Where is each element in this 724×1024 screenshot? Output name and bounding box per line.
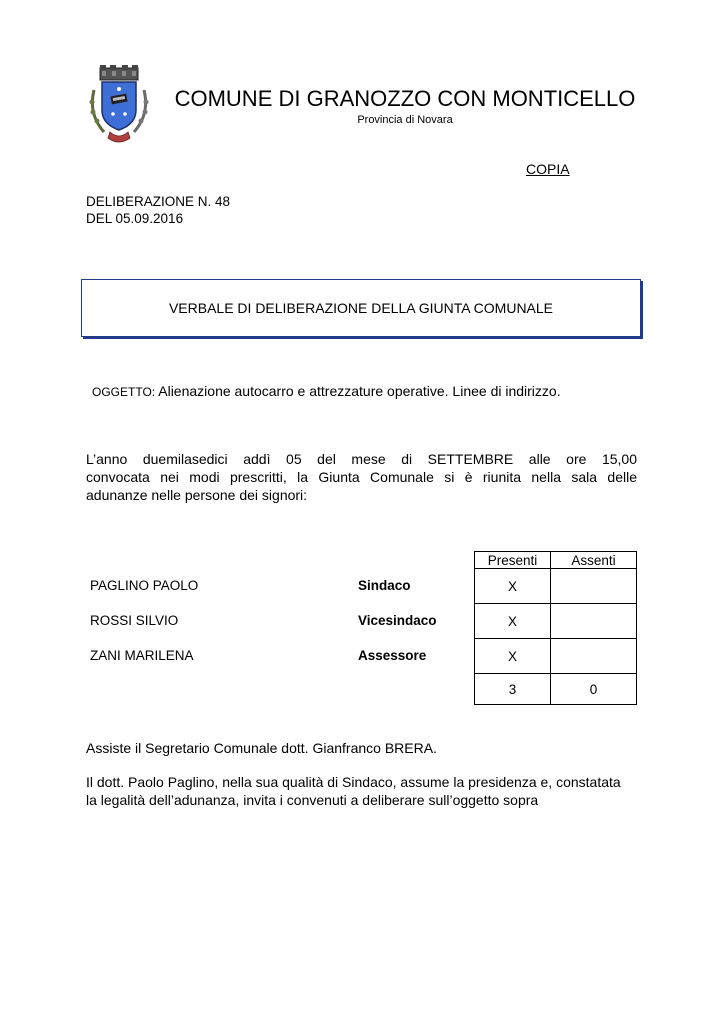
intro-paragraph — [86, 450, 637, 504]
member-role: Assessore — [358, 648, 427, 663]
absent-cell — [551, 639, 637, 674]
presidenza-line: la legalità dell’adunanza, invita i convenuti a deliberare sull’oggetto sopra — [86, 792, 539, 808]
deliberation-number: DELIBERAZIONE N. 48 — [86, 194, 231, 209]
oggetto-label: OGGETTO: — [92, 385, 156, 399]
totals-row — [475, 674, 637, 705]
member-name: PAGLINO PAOLO — [90, 578, 199, 593]
coat-of-arms-icon — [84, 62, 154, 146]
oggetto-text: Alienazione autocarro e attrezzature operative. Linee di indirizzo. — [158, 383, 561, 399]
verbale-title-box — [81, 279, 641, 337]
total-present: 3 — [475, 674, 551, 705]
intro-line: L’anno duemilasedici addì 05 del mese di SETTEMBRE alle ore 15,00 — [86, 451, 637, 467]
table-row — [475, 639, 637, 674]
segretario-statement: Assiste il Segretario Comunale dott. Gianfranco BRERA. — [86, 740, 437, 756]
deliberation-date: DEL 05.09.2016 — [86, 211, 184, 226]
absent-cell — [551, 604, 637, 639]
intro-line: adunanze nelle persone dei signori: — [86, 487, 308, 503]
table-header-row — [475, 552, 637, 569]
oggetto-line — [92, 383, 561, 399]
intro-line: convocata nei modi prescritti, la Giunta Comunale si è riunita nella sala delle — [86, 469, 637, 485]
member-role: Sindaco — [358, 578, 411, 593]
absent-cell — [551, 569, 637, 604]
province-subtitle: Provincia di Novara — [357, 114, 453, 126]
presidenza-line: Il dott. Paolo Paglino, nella sua qualità di Sindaco, assume la presidenza e, constatata — [86, 774, 621, 790]
verbale-title: VERBALE DI DELIBERAZIONE DELLA GIUNTA COMUNALE — [168, 300, 554, 316]
present-cell: X — [475, 604, 551, 639]
attendance-table — [474, 551, 637, 705]
table-row — [475, 569, 637, 604]
header-presenti: Presenti — [475, 552, 551, 569]
copy-label: COPIA — [526, 161, 570, 177]
present-cell: X — [475, 569, 551, 604]
member-name: ROSSI SILVIO — [90, 613, 179, 628]
present-cell: X — [475, 639, 551, 674]
total-absent: 0 — [551, 674, 637, 705]
member-name: ZANI MARILENA — [90, 648, 194, 663]
member-role: Vicesindaco — [358, 613, 437, 628]
municipality-title: COMUNE DI GRANOZZO CON MONTICELLO — [174, 86, 636, 111]
table-row — [475, 604, 637, 639]
header-assenti: Assenti — [551, 552, 637, 569]
presidenza-paragraph — [86, 773, 646, 809]
